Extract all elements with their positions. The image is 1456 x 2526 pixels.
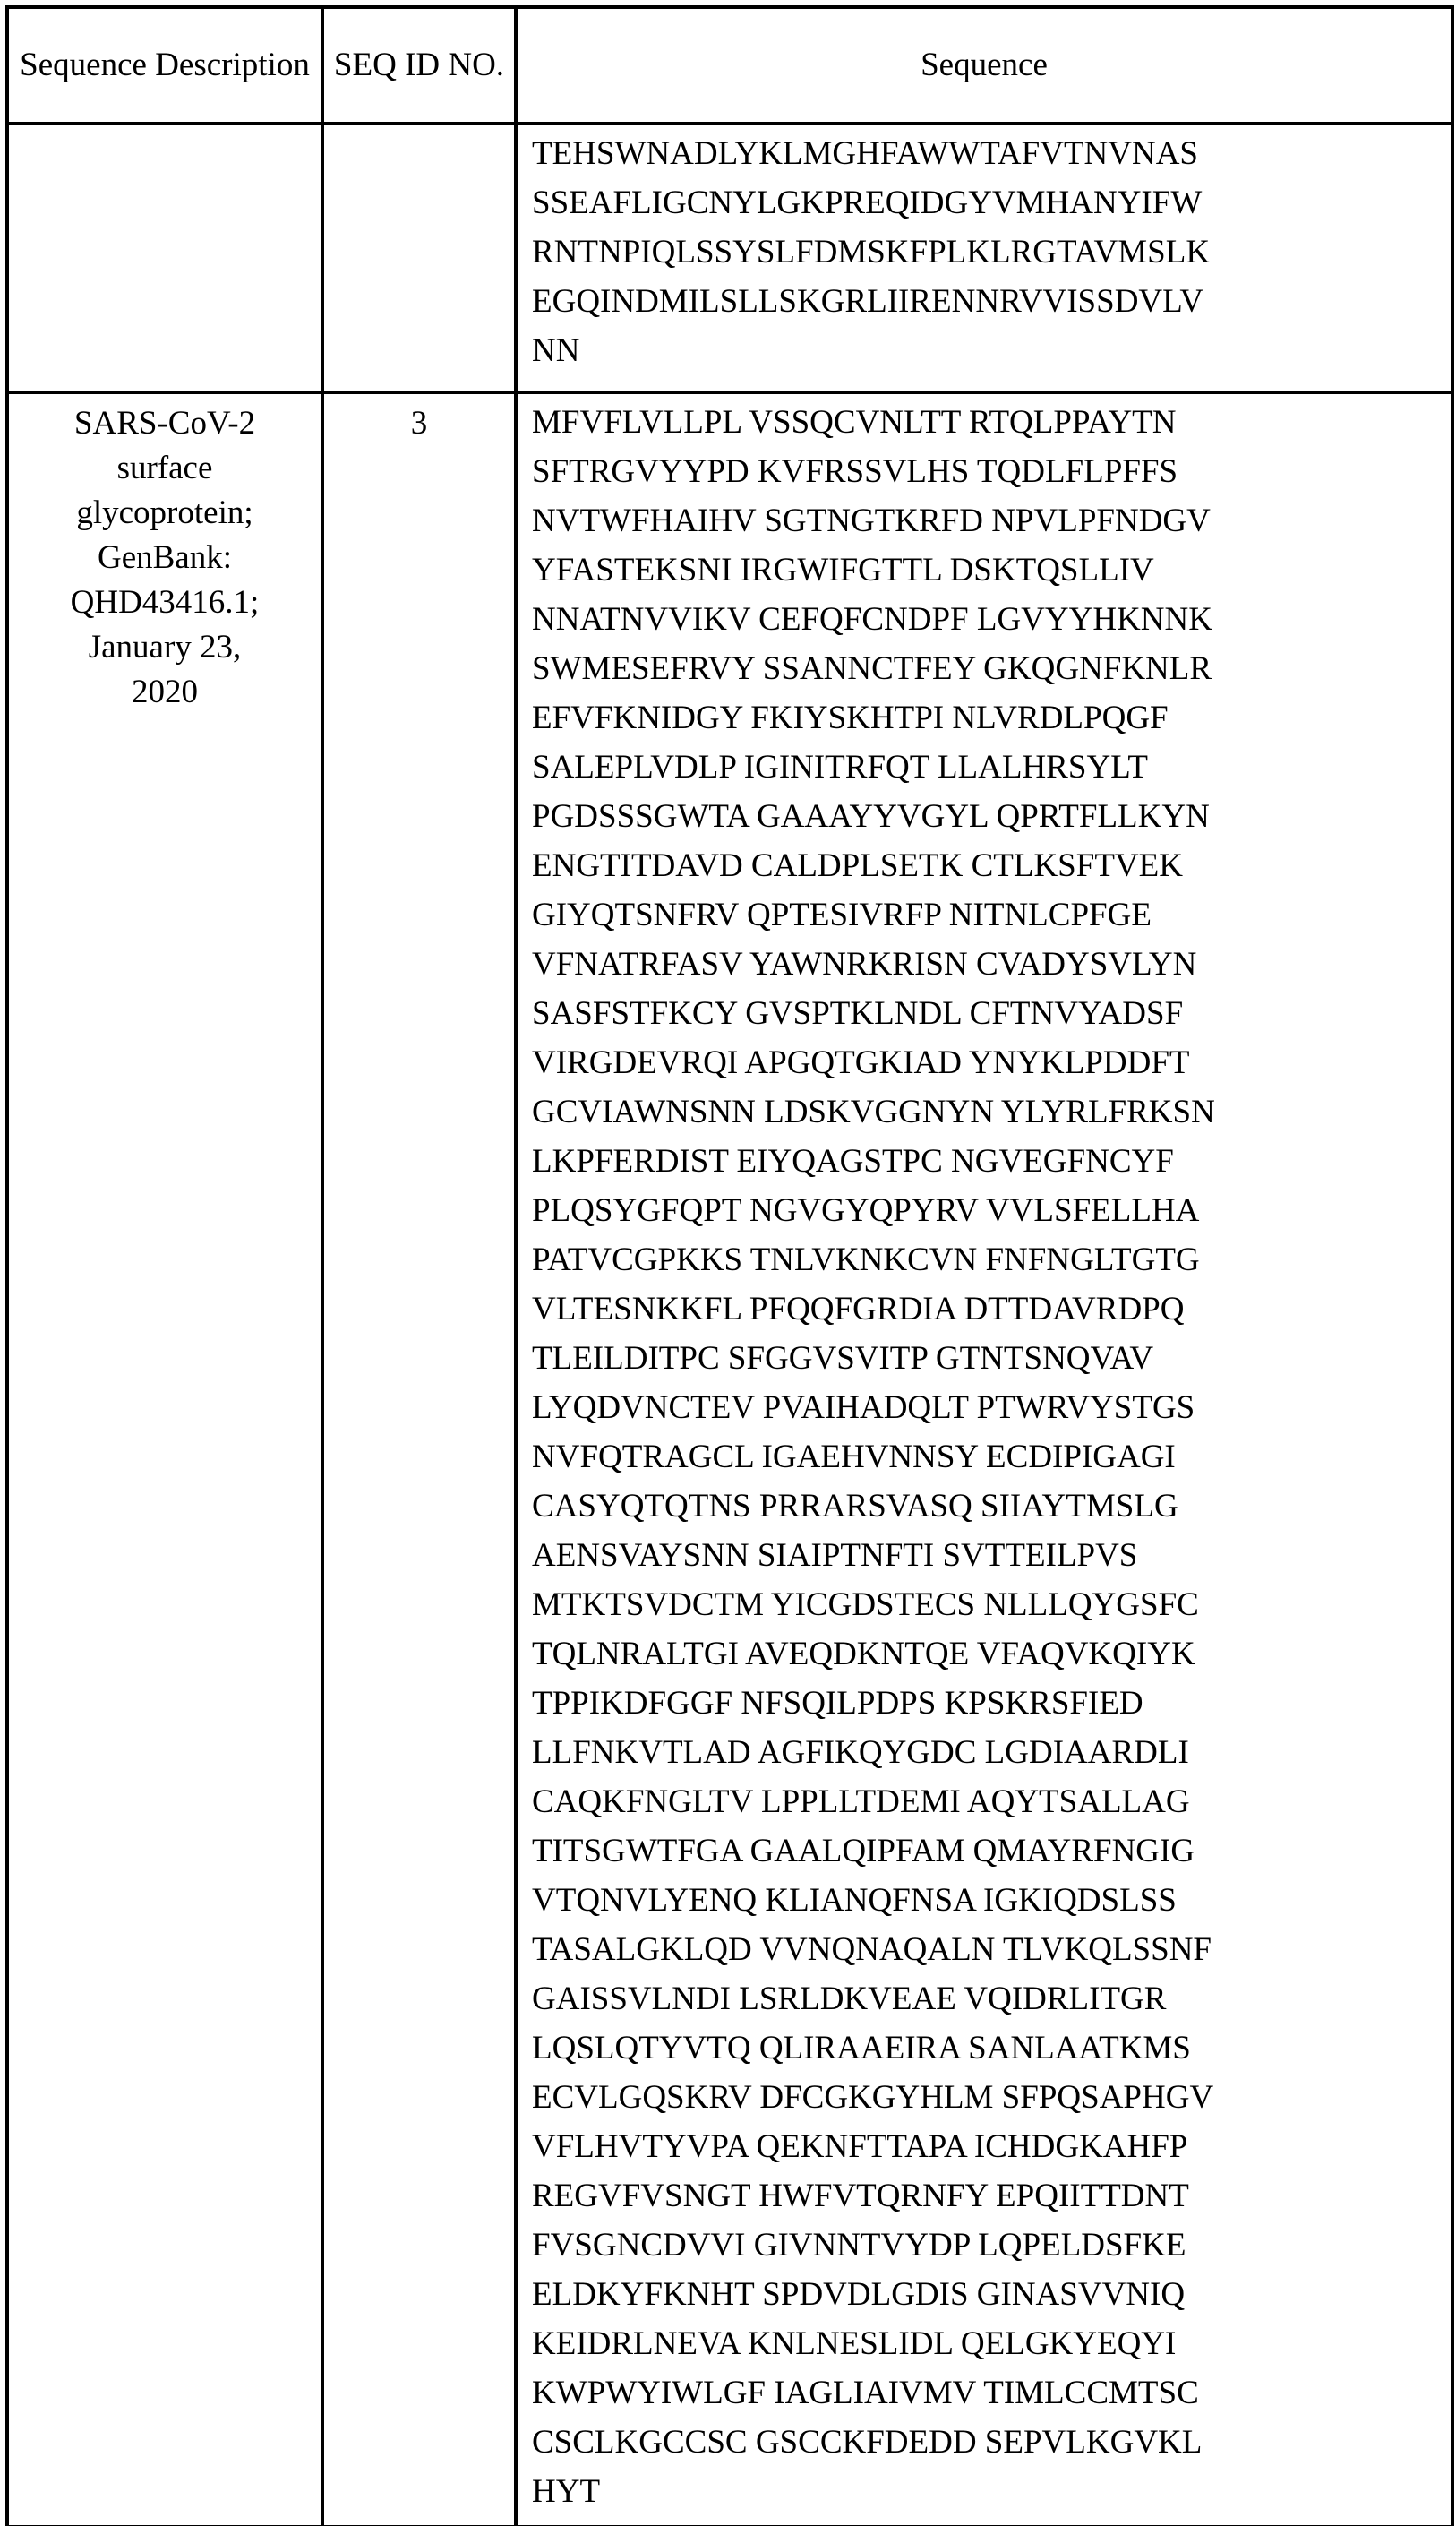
description-cell [7, 124, 322, 392]
seq-id-cell [322, 124, 516, 392]
table-row [7, 124, 1452, 392]
sequence-cell: TEHSWNADLYKLMGHFAWWTAFVTNVNAS SSEAFLIGCNYLGKPREQIDGYVMHANYIFW RNTNPIQLSSYSLFDMSKFPLKLRGTAVMSLK EGQINDMILSLLSKGRLIIRENNRVVISSDVLV NN [516, 124, 1452, 392]
sequence-cell: MFVFLVLLPL VSSQCVNLTT RTQLPPAYTN SFTRGVYYPD KVFRSSVLHS TQDLFLPFFS NVTWFHAIHV SGTNGTKRFD NPVLPFNDGV YFASTEKSNI IRGWIFGTTL DSKTQSLLIV NNATNVVIKV CEFQFCNDPF LGVYYHKNNK SWMESEFRVY SSANNCTFEY GKQGNFKNLR EFVFKNIDGY FKIYSKHTPI NLVRDLPQGF SALEPLVDLP IGINITRFQT LLALHRSYLT PGDSSSGWTA GAAAYYVGYL QPRTFLLKYN ENGTITDAVD CALDPLSETK CTLKSFTVEK GIYQTSNFRV QPTESIVRFP NITNLCPFGE VFNATRFASV YAWNRKRISN CVADYSVLYN SASFSTFKCY GVSPTKLNDL CFTNVYADSF VIRGDEVRQI APGQTGKIAD YNYKLPDDFT GCVIAWNSNN LDSKVGGNYN YLYRLFRKSN LKPFERDIST EIYQAGSTPC NGVEGFNCYF PLQSYGFQPT NGVGYQPYRV VVLSFELLHA PATVCGPKKS TNLVKNKCVN FNFNGLTGTG VLTESNKKFL PFQQFGRDIA DTTDAVRDPQ TLEILDITPC SFGGVSVITP GTNTSNQVAV LYQDVNCTEV PVAIHADQLT PTWRVYSTGS NVFQTRAGCL IGAEHVNNSY ECDIPIGAGI CASYQTQTNS PRRARSVASQ SIIAYTMSLG AENSVAYSNN SIAIPTNFTI SVTTEILPVS MTKTSVDCTM YICGDSTECS NLLLQYGSFC TQLNRALTGI AVEQDKNTQE VFAQVKQIYK TPPIKDFGGF NFSQILPDPS KPSKRSFIED LLFNKVTLAD AGFIKQYGDC LGDIAARDLI CAQKFNGLTV LPPLLTDEMI AQYTSALLAG TITSGWTFGA GAALQIPFAM QMAYRFNGIG VTQNVLYENQ KLIANQFNSA IGKIQDSLSS TASALGKLQD VVNQNAQALN TLVKQLSSNF GAISSVLNDI LSRLDKVEAE VQIDRLITGR LQSLQTYVTQ QLIRAAEIRA SANLAATKMS ECVLGQSKRV DFCGKGYHLM SFPQSAPHGV VFLHVTYVPA QEKNFTTAPA ICHDGKAHFP REGVFVSNGT HWFVTQRNFY EPQIITTDNT FVSGNCDVVI GIVNNTVYDP LQPELDSFKE ELDKYFKNHT SPDVDLGDIS GINASVVNIQ KEIDRLNEVA KNLNESLIDL QELGKYEQYI KWPWYIWLGF IAGLIAIVMV TIMLCCMTSC CSCLKGCCSC GSCCKFDEDD SEPVLKGVKL HYT [516, 392, 1452, 2526]
description-cell: SARS-CoV-2 surface glycoprotein; GenBank: QHD43416.1; January 23, 2020 [7, 392, 322, 2526]
header-row [7, 7, 1452, 124]
sequence-listing-table [5, 5, 1454, 2526]
header-sequence: Sequence [516, 7, 1452, 124]
table-row [7, 392, 1452, 2526]
header-seq-id-no: SEQ ID NO. [322, 7, 516, 124]
seq-id-cell: 3 [322, 392, 516, 2526]
header-sequence-description: Sequence Description [7, 7, 322, 124]
